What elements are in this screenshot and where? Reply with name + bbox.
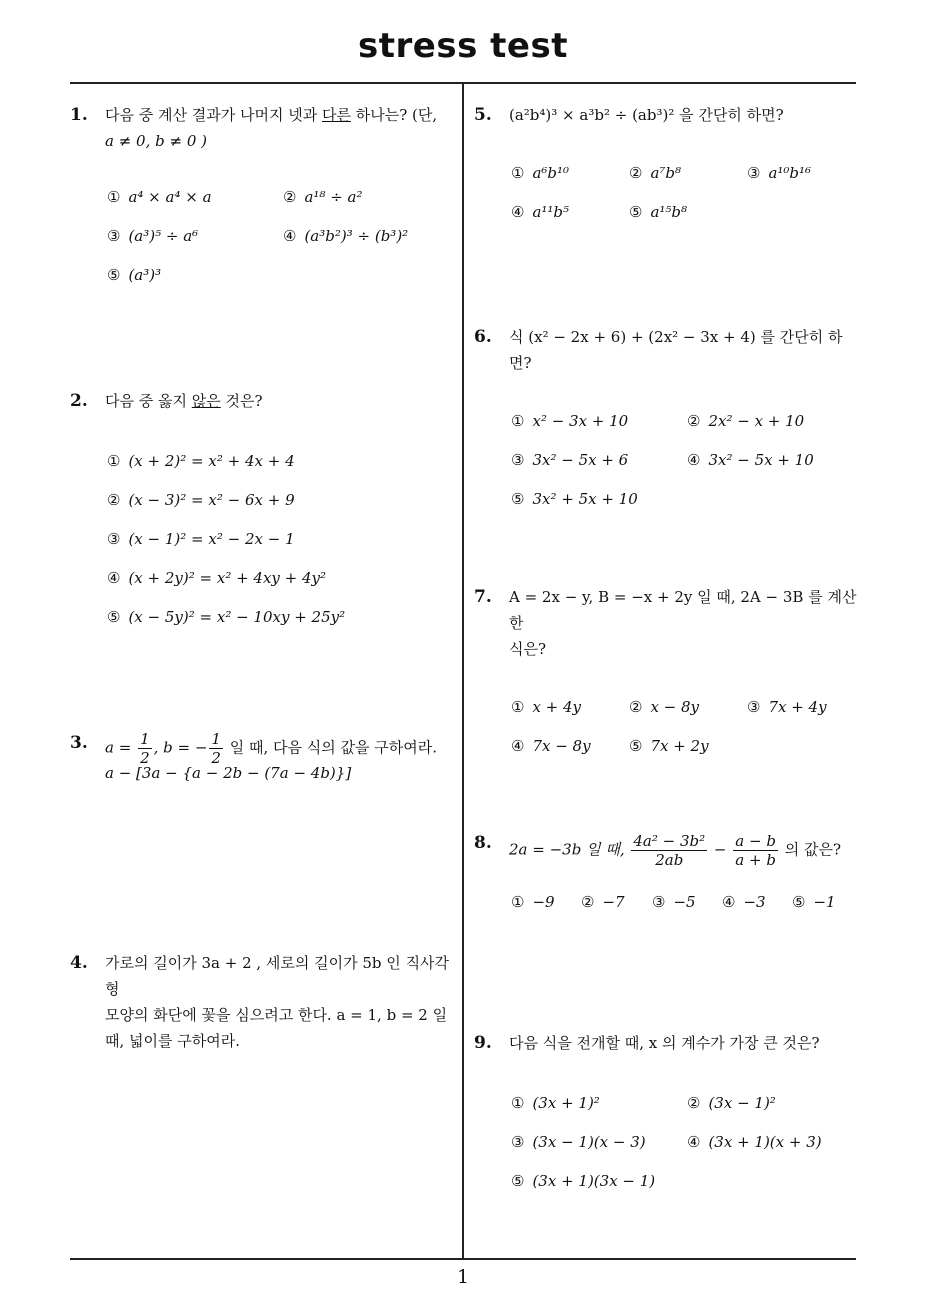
option-3[interactable]: ③ 3x² − 5x + 6 [511, 451, 629, 469]
question-number: 8. [474, 833, 492, 853]
question-number: 1. [70, 105, 88, 125]
option-2[interactable]: ② 2x² − x + 10 [687, 412, 805, 430]
fraction: $\frac{1}{2}$ [140, 730, 150, 767]
option-5[interactable]: ⑤ 3x² + 5x + 10 [511, 490, 638, 508]
option-1[interactable]: ① (x + 2)² = x² + 4x + 4 [107, 452, 295, 470]
option-1[interactable]: ① (3x + 1)² [511, 1094, 600, 1112]
question-6 [474, 324, 858, 518]
question-number: 2. [70, 391, 88, 411]
option-4[interactable]: ④ (3x + 1)(x + 3) [687, 1133, 822, 1151]
question-stem: 다음 중 계산 결과가 나머지 넷과 다른 하나는? (단, a ≠ 0, b ≠ 0 ) [105, 106, 438, 150]
question-number: 4. [70, 953, 88, 973]
fraction: $\frac{a - b}{a + b}$ [735, 832, 776, 869]
option-1[interactable]: ① x + 4y [511, 698, 582, 716]
question-number: 5. [474, 105, 492, 125]
question-4 [70, 950, 458, 1054]
option-5[interactable]: ⑤ a¹⁵b⁸ [629, 203, 688, 221]
column-divider [462, 83, 464, 1258]
question-number: 6. [474, 327, 492, 347]
option-4[interactable]: ④ 3x² − 5x + 10 [687, 451, 814, 469]
fraction: $\frac{1}{2}$ [211, 730, 221, 767]
question-stem: A = 2x − y, B = −x + 2y 일 때, 2A − 3B 를 계산한 식은? [509, 588, 857, 658]
fraction: $\frac{\text{4a² − 3b²}}{2ab}$ [633, 832, 706, 869]
option-3[interactable]: ③ a¹⁰b¹⁶ [747, 164, 812, 182]
option-2[interactable]: ② (3x − 1)² [687, 1094, 776, 1112]
option-4[interactable]: ④ a¹¹b⁵ [511, 203, 570, 221]
option-5[interactable]: ⑤ (a³)³ [107, 266, 162, 284]
question-stem: 다음 중 옳지 않은 것은? [105, 392, 263, 410]
expression: a − [3a − {a − 2b − (7a − 4b)}] [105, 764, 352, 782]
question-stem: 다음 식을 전개할 때, x 의 계수가 가장 큰 것은? [509, 1034, 820, 1052]
option-3[interactable]: ③ 7x + 4y [747, 698, 827, 716]
question-stem: 가로의 길이가 3a + 2 , 세로의 길이가 5b 인 직사각형 모양의 화단에 꽃을 심으려고 한다. a = 1, b = 2 일 때, 넓이를 구하여라. [105, 954, 450, 1050]
option-3[interactable]: ③ −5 [652, 893, 696, 911]
page-number: 1 [456, 1266, 470, 1288]
option-2[interactable]: ② a¹⁸ ÷ a² [283, 188, 363, 206]
option-3[interactable]: ③ (a³)⁵ ÷ a⁶ [107, 227, 199, 245]
question-9 [474, 1030, 858, 1200]
option-4[interactable]: ④ −3 [722, 893, 766, 911]
option-5[interactable]: ⑤ (x − 5y)² = x² − 10xy + 25y² [107, 608, 346, 626]
page-title: stress test [358, 26, 568, 66]
question-1 [70, 102, 458, 294]
option-5[interactable]: ⑤ 7x + 2y [629, 737, 709, 755]
option-4[interactable]: ④ (a³b²)³ ÷ (b³)² [283, 227, 409, 245]
option-1[interactable]: ① −9 [511, 893, 555, 911]
option-2[interactable]: ② a⁷b⁸ [629, 164, 682, 182]
question-2 [70, 388, 458, 638]
footer-rule [70, 1258, 856, 1260]
option-2[interactable]: ② x − 8y [629, 698, 700, 716]
question-7 [474, 584, 858, 774]
question-3 [70, 730, 458, 783]
option-5[interactable]: ⑤ −1 [792, 893, 836, 911]
option-2[interactable]: ② −7 [581, 893, 625, 911]
question-5 [474, 102, 858, 240]
question-stem: (a²b⁴)³ × a³b² ÷ (ab³)² 을 간단히 하면? [509, 106, 784, 124]
option-2[interactable]: ② (x − 3)² = x² − 6x + 9 [107, 491, 295, 509]
question-number: 7. [474, 587, 492, 607]
option-4[interactable]: ④ (x + 2y)² = x² + 4xy + 4y² [107, 569, 327, 587]
option-1[interactable]: ① a⁴ × a⁴ × a [107, 188, 212, 206]
question-stem: 2a = −3b 일 때, $\frac{\text{4a² − 3b²}}{2ab}$ − $\frac{a - b}{a + b}$ 의 값은? [509, 832, 841, 869]
option-3[interactable]: ③ (3x − 1)(x − 3) [511, 1133, 646, 1151]
option-4[interactable]: ④ 7x − 8y [511, 737, 591, 755]
question-stem: 식 (x² − 2x + 6) + (2x² − 3x + 4) 를 간단히 하면? [509, 328, 843, 372]
question-stem: a = $\frac{1}{2}$ , b = − $\frac{1}{2}$ 일 때, 다음 식의 값을 구하여라. a − [3a − {a − 2b − (7a − 4b)}] [105, 730, 458, 783]
question-number: 9. [474, 1033, 492, 1053]
option-1[interactable]: ① a⁶b¹⁰ [511, 164, 570, 182]
option-3[interactable]: ③ (x − 1)² = x² − 2x − 1 [107, 530, 295, 548]
option-1[interactable]: ① x² − 3x + 10 [511, 412, 629, 430]
question-8 [474, 830, 858, 919]
question-number: 3. [70, 733, 88, 753]
option-5[interactable]: ⑤ (3x + 1)(3x − 1) [511, 1172, 656, 1190]
